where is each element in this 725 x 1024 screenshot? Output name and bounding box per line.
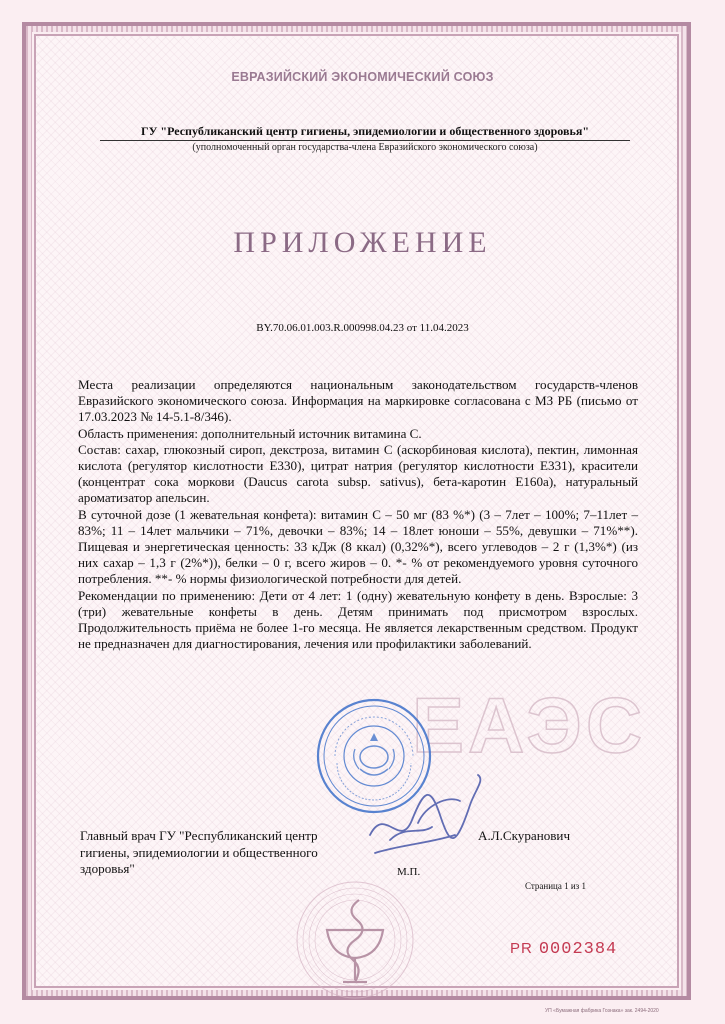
signatory-name: А.Л.Скуранович <box>478 828 571 843</box>
page-counter: Страница 1 из 1 <box>525 881 586 891</box>
document-number: BY.70.06.01.003.R.000998.04.23 от 11.04.2023 <box>256 322 469 334</box>
eaes-watermark: ЕАЭС <box>412 681 647 769</box>
serial-digits: 0002384 <box>538 940 618 959</box>
signatory-position: Главный врач ГУ "Республиканский центр гигиены, эпидемиологии и общественного здоровья" <box>80 828 318 876</box>
signature-icon <box>360 765 490 860</box>
seal-place-label: М.П. <box>397 866 421 878</box>
body-paragraph-recommendations: Рекомендации по применению: Дети от 4 лет: 1 (одну) жевательную конфету в день. Взрослые: 3 (три) жевательные конфеты в день. Детям принимать под присмотром взрослых. Продолжительность приёма не более 1-го месяца. Не является лекарственным средством. Продукт не предназначен для диагностирования, лечения или профилактики заболеваний. <box>78 587 638 652</box>
serial-number <box>510 940 617 959</box>
document-body <box>78 377 638 652</box>
body-paragraph-scope: Область применения: дополнительный источник витамина С. <box>78 425 422 441</box>
body-paragraph-daily-dose: В суточной дозе (1 жевательная конфета): витамин С – 50 мг (83 %*) (3 – 7лет – 100%; 7–11лет – 83%; 11 – 14лет мальчики – 71%, девочки – 83%; 14 – 18лет юноши – 55%, девушки – 71%**). Пищевая и энергетическая ценность: 33 кДж (8 ккал) (0,32%*), всего углеводов – 2 г (1,3%*) (из них сахар – 1,3 г (2%*)), белки – 0 г, всего жиров – 0. *- % от рекомендуемого уровня суточного потребления. **- % нормы физиологической потребности для детей. <box>78 506 638 587</box>
body-paragraph-composition: Состав: сахар, глюкозный сироп, декстроза, витамин С (аскорбиновая кислота), пектин, лимонная кислота (регулятор кислотности Е330), цитрат натрия (регулятор кислотности Е331), красители (концентрат сока моркови (Daucus carota subsp. sativus), бета-каротин Е160а), натуральный ароматизатор апельсин. <box>78 441 638 506</box>
union-header: ЕВРАЗИЙСКИЙ ЭКОНОМИЧЕСКИЙ СОЮЗ <box>231 70 494 84</box>
printer-imprint: УП «Бумажная фабрика Гознака» зак. 2494-2020 <box>545 1008 659 1014</box>
issuer-subtitle: (уполномоченный орган государства-члена Евразийского экономического союза) <box>192 142 538 153</box>
security-emblem-icon <box>285 870 425 1000</box>
document-title: ПРИЛОЖЕНИЕ <box>233 226 492 259</box>
issuer-name: ГУ "Республиканский центр гигиены, эпидемиологии и общественного здоровья" <box>100 124 630 141</box>
body-paragraph-sales: Места реализации определяются национальным законодательством государств-членов Евразийского экономического союза. Информация на маркировке согласована с МЗ РБ (письмо от 17.03.2023 № 14-5.1-8/346). <box>78 377 638 425</box>
serial-prefix: PR <box>510 940 533 957</box>
